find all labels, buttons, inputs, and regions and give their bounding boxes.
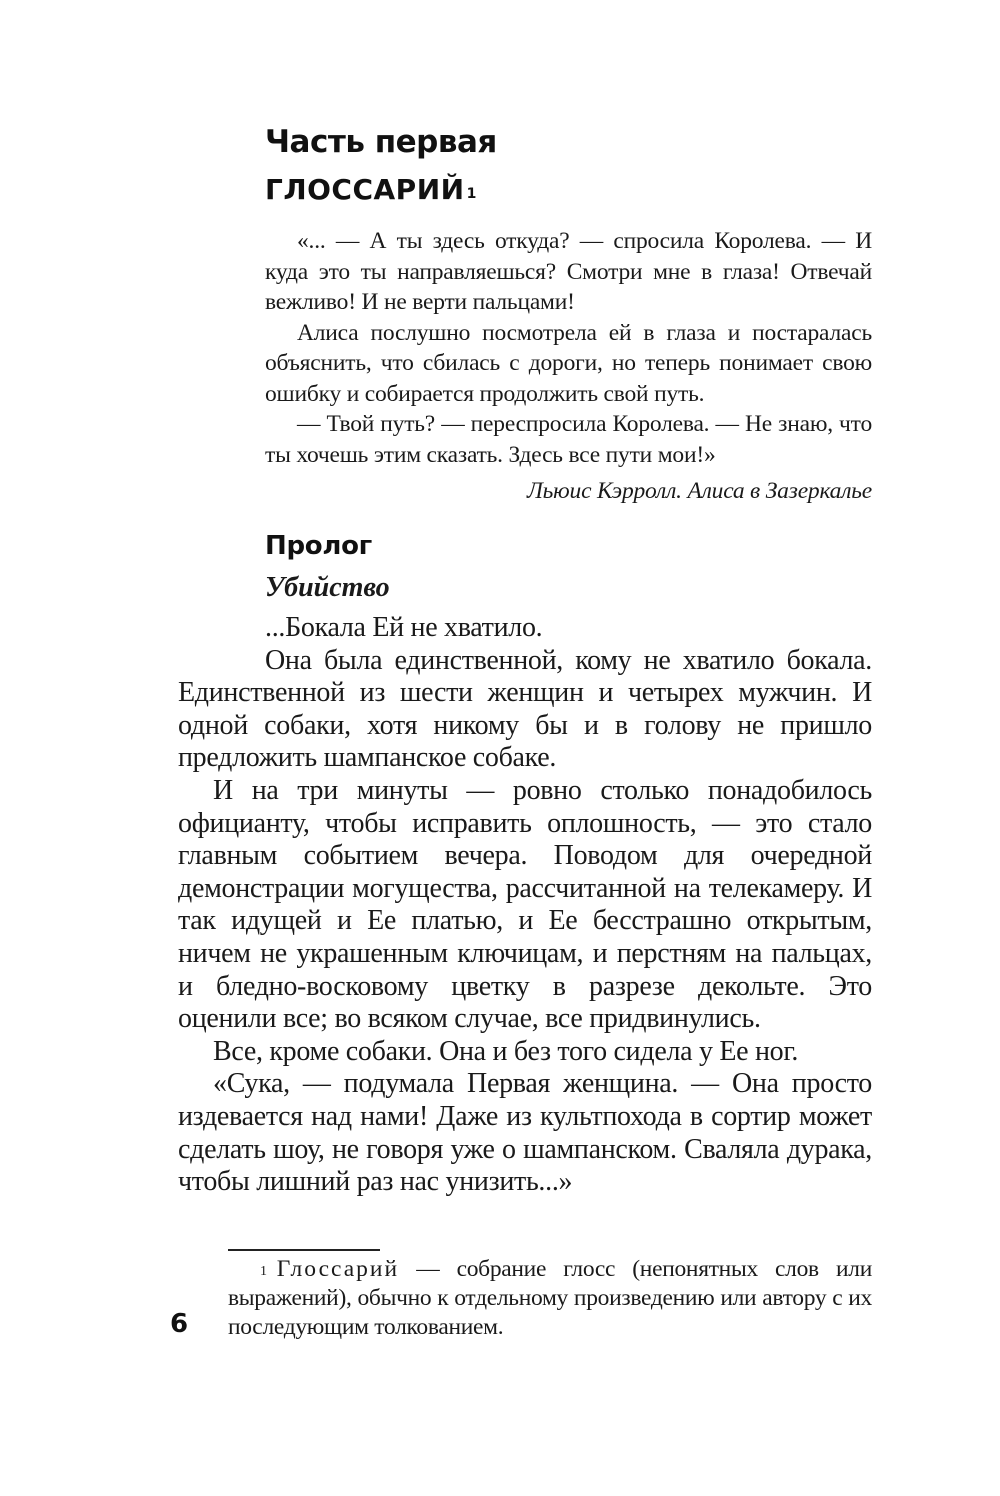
footnote-term: Глоссарий	[276, 1256, 400, 1282]
body-paragraph: ...Бокала Ей не хватило.	[265, 612, 543, 643]
body-paragraph: И на три минуты — ровно столько понадобилось официанту, чтобы исправить оплошность, — это стало главным событием вечера. Поводом для очередной демонстрации могущества, рассчитанной на телекамеру. И так идущей и Ее платью, и Ее бесстрашно открытым, ничем не украшенным ключицам, и перстням на пальцах, и бледно-восковому цветку в разрезе декольте. Это оценили все; во всяком случае, все придвинулись.	[178, 774, 872, 1035]
body-paragraph: Она была единственной, кому не хватило бокала. Единственной из шести женщин и четырех мужчин. И одной собаки, хотя никому бы и в голову не пришло предложить шампанское собаке.	[178, 644, 872, 774]
chapter-subtitle: Убийство	[265, 572, 390, 603]
part-title: Часть первая	[265, 124, 497, 160]
footnote-paragraph	[228, 1255, 872, 1342]
epigraph-paragraph: — Твой путь? — переспросила Королева. — Не знаю, что ты хочешь этим сказать. Здесь все пути мои!»	[265, 411, 872, 468]
chapter-body	[178, 612, 872, 1199]
footnote-text: — собрание глосс (непонятных слов или выражений), обычно к отдельному произведению или автору с их последующим толкованием.	[228, 1256, 872, 1340]
body-paragraph: Все, кроме собаки. Она и без того сидела у Ее ног.	[213, 1035, 799, 1067]
epigraph-paragraph: Алиса послушно посмотрела ей в глаза и постаралась объяснить, что сбилась с дороги, но теперь понимает свою ошибку и собирается продолжить свой путь.	[265, 319, 872, 407]
body-paragraph: «Сука, — подумала Первая женщина. — Она просто издевается над нами! Даже из культпохода в сортир может сделать шоу, не говоря уже о шампанском. Сваляла дурака, чтобы лишний раз нас унизить...»	[178, 1068, 872, 1198]
epigraph-paragraph: «... — А ты здесь откуда? — спросила Королева. — И куда это ты направляешься? Смотри мне в глаза! Отвечай вежливо! И не верти пальцами!	[265, 228, 872, 315]
footnote-reference[interactable]: 1	[466, 186, 477, 202]
epigraph	[265, 226, 872, 507]
section-title-text: ГЛОССАРИЙ	[265, 173, 465, 206]
page-number: 6	[170, 1309, 189, 1339]
footnote	[228, 1255, 872, 1342]
footnote-divider	[228, 1249, 380, 1251]
chapter-title: Пролог	[265, 531, 372, 561]
section-title	[265, 168, 477, 212]
footnote-mark: 1	[260, 1264, 267, 1279]
epigraph-attribution: Льюис Кэрролл. Алиса в Зазеркалье	[526, 478, 872, 504]
